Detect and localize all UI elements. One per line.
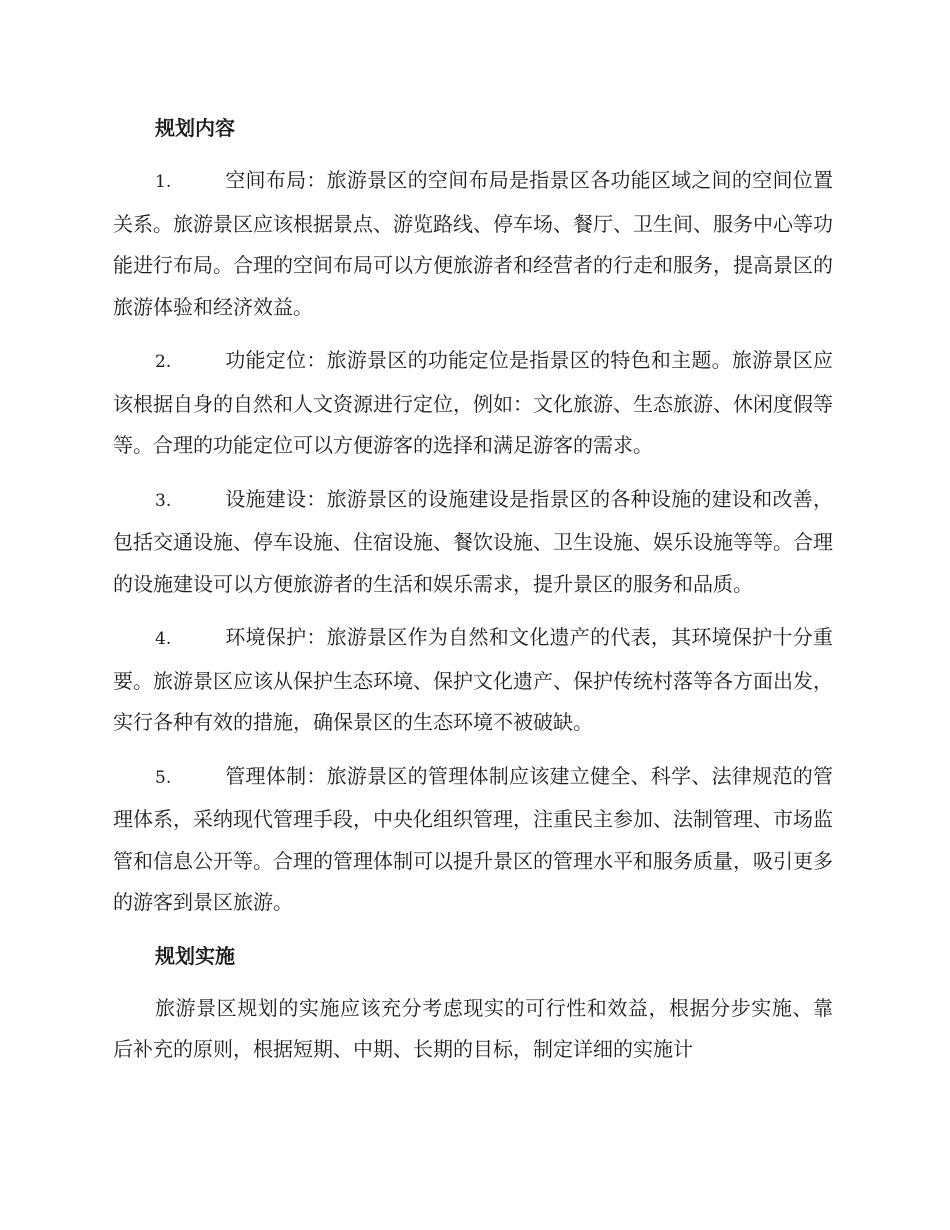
list-item [113,479,833,606]
list-item-number: 5. [155,767,172,788]
list-item-text: 设施建设：旅游景区的设施建设是指景区的各种设施的建设和改善，包括交通设施、停车设施、住宿设施、餐饮设施、卫生设施、娱乐设施等等。合理的设施建设可以方便旅游者的生活和娱乐需求，提升景区的服务和品质。 [113,486,833,596]
list-item-number: 4. [155,629,172,649]
list-item-text: 空间布局：旅游景区的空间布局是指景区各功能区域之间的空间位置关系。旅游景区应该根据景点、游览路线、停车场、餐厅、卫生间、服务中心等功能进行布局。合理的空间布局可以方便旅游者和经营者的行走和服务，提高景区的旅游体验和经济效益。 [113,168,833,319]
list-item-number: 3. [155,490,172,511]
body-paragraph: 旅游景区规划的实施应该充分考虑现实的可行性和效益，根据分步实施、靠后补充的原则，根据短期、中期、长期的目标，制定详细的实施计 [113,995,833,1061]
list-item [113,160,833,328]
list-item [113,617,833,744]
section-heading-plan-implementation: 规划实施 [155,943,235,968]
list-item-text: 管理体制：旅游景区的管理体制应该建立健全、科学、法律规范的管理体系，采纳现代管理手段，中央化组织管理，注重民主参加、法制管理、市场监管和信息公开等。合理的管理体制可以提升景区的管理水平和服务质量，吸引更多的游客到景区旅游。 [113,763,833,914]
list-item-text: 功能定位：旅游景区的功能定位是指景区的特色和主题。旅游景区应该根据自身的自然和人文资源进行定位，例如：文化旅游、生态旅游、休闲度假等等。合理的功能定位可以方便游客的选择和满足游客的需求。 [113,348,833,457]
list-item-number: 1. [155,172,172,192]
section-heading-plan-content: 规划内容 [155,116,235,140]
list-item [113,340,833,467]
list-item [113,756,833,924]
list-item-text: 环境保护：旅游景区作为自然和文化遗产的代表，其环境保护十分重要。旅游景区应该从保护生态环境、保护文化遗产、保护传统村落等各方面出发，实行各种有效的措施，确保景区的生态环境不被破缺。 [113,625,833,734]
list-item-number: 2. [155,352,172,372]
document-page [113,108,833,1071]
